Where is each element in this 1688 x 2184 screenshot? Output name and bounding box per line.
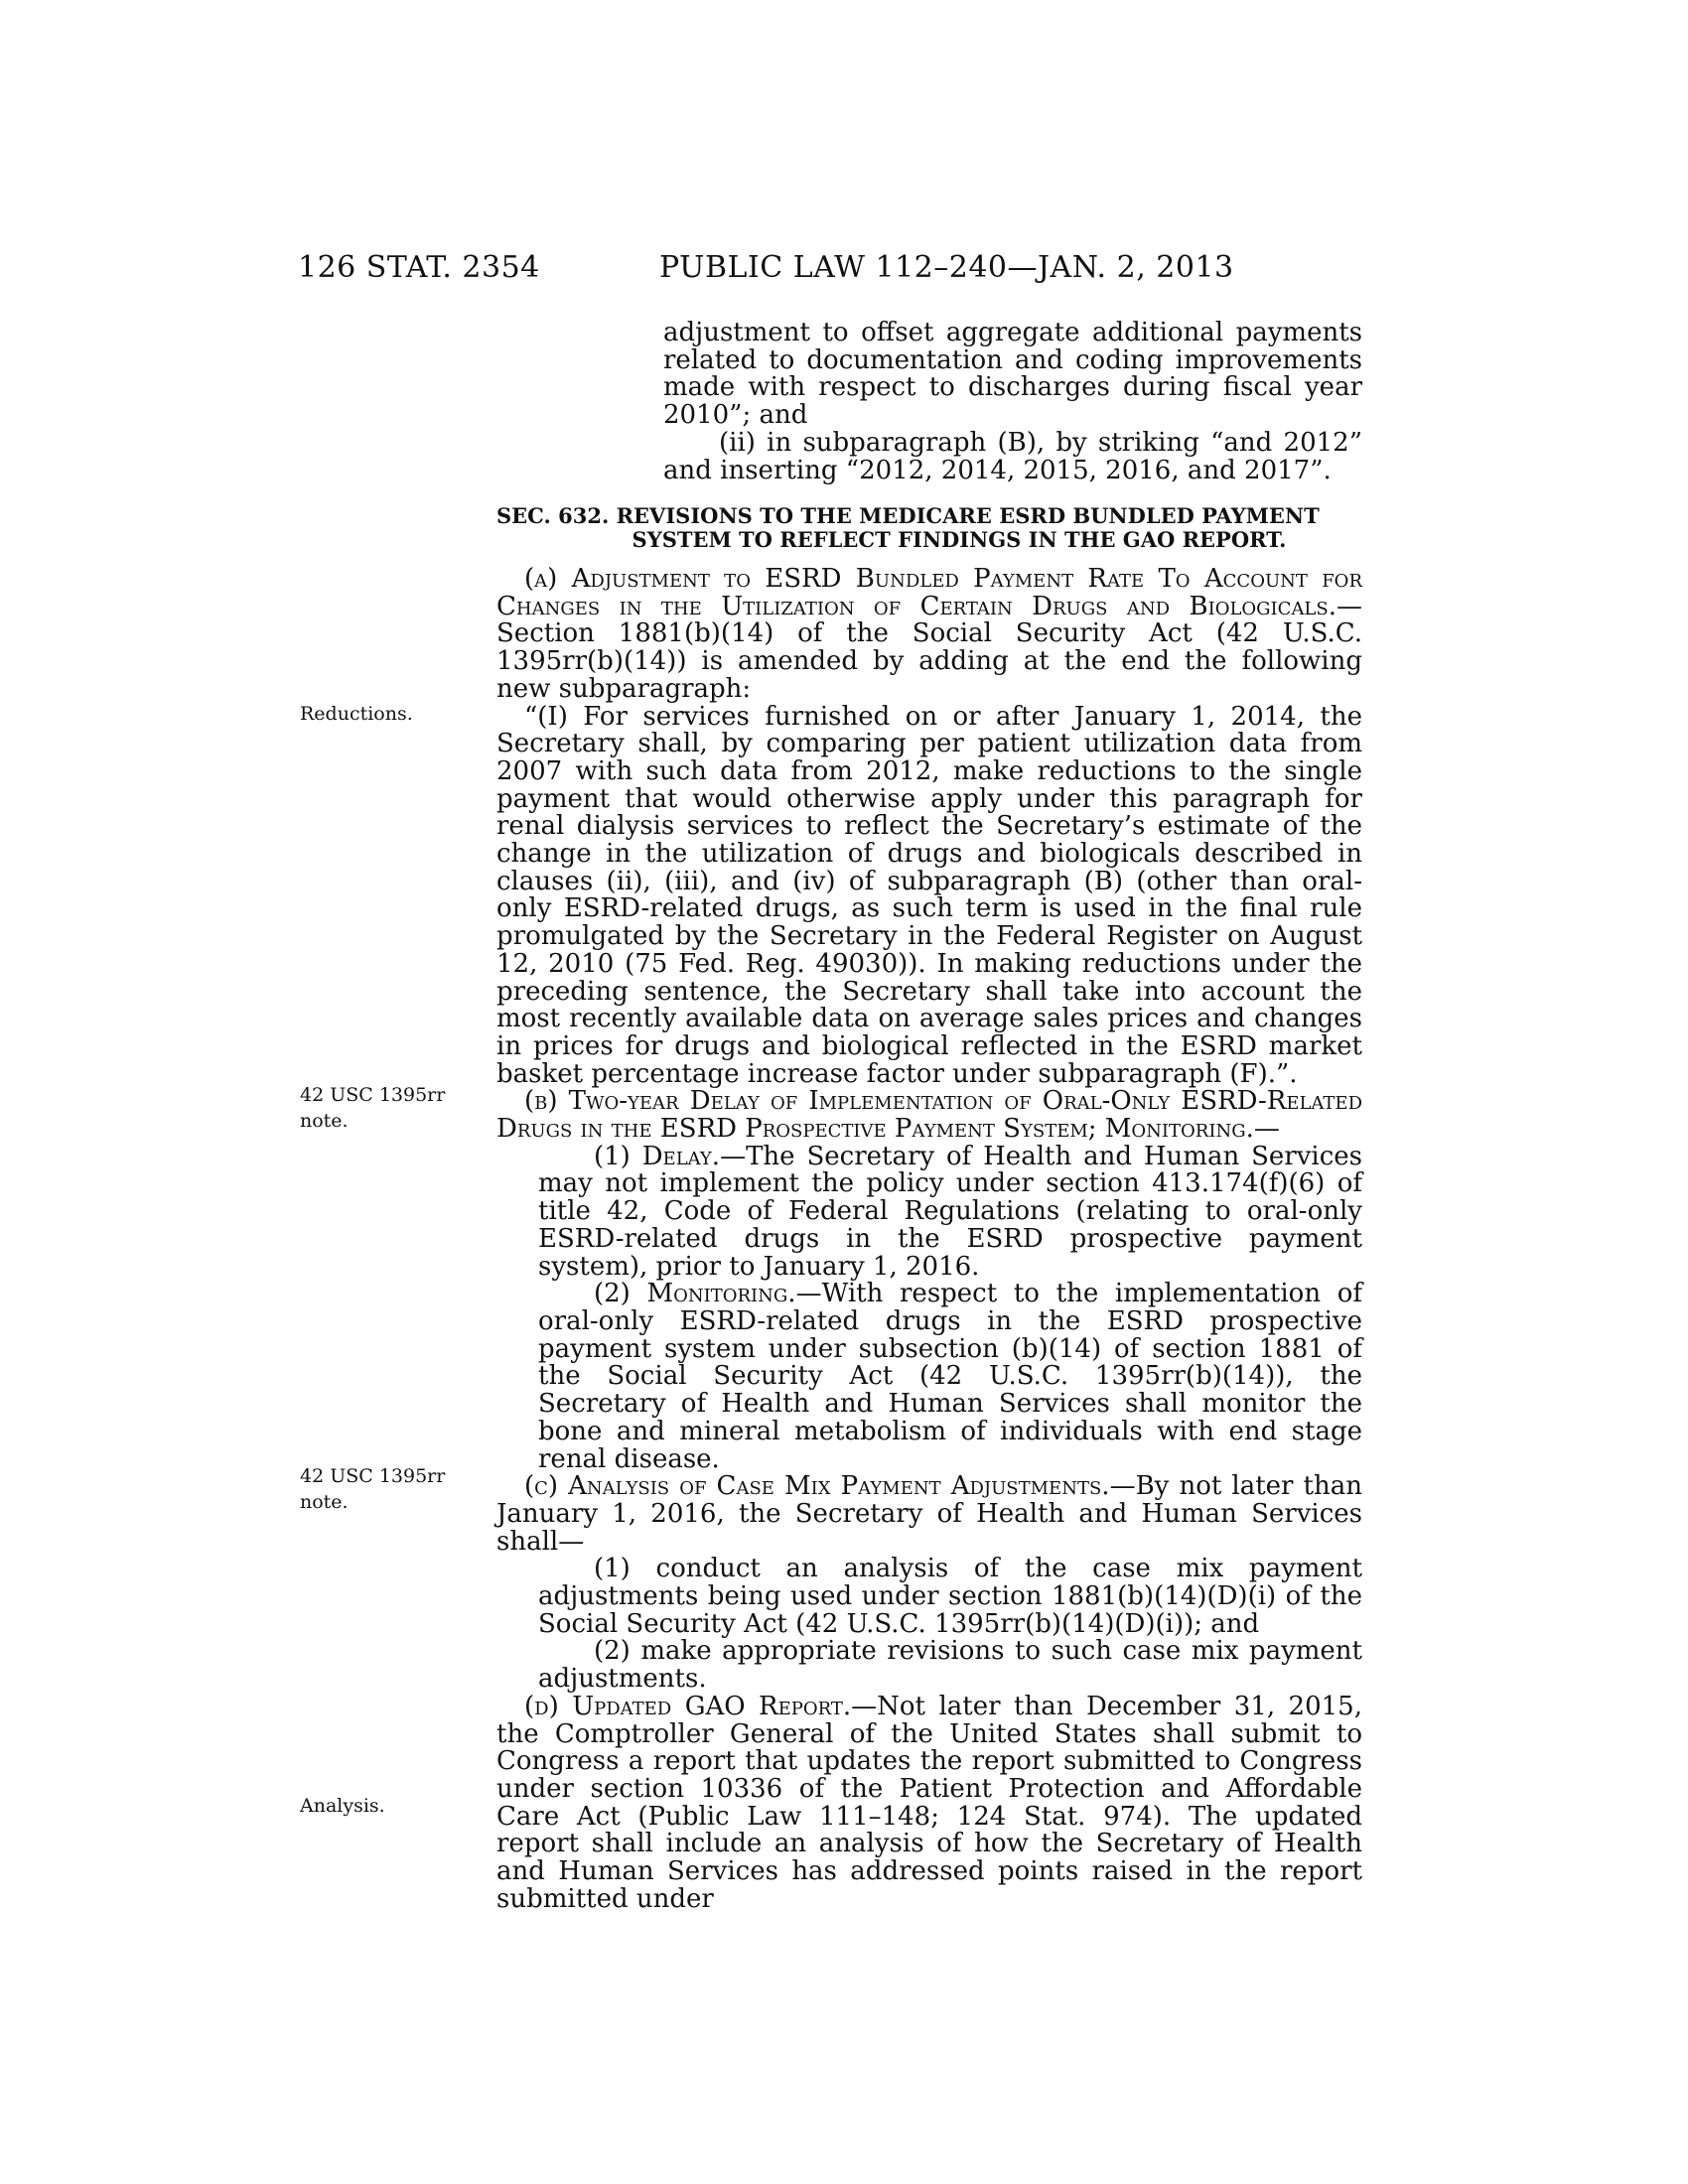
law-title: PUBLIC LAW 112–240—JAN. 2, 2013 — [659, 250, 1234, 285]
paragraph-b2 — [496, 1281, 1362, 1473]
subsection-a-heading: (a) Adjustment to ESRD Bundled Payment Rate To Account for Changes in the Utilization of Certain Drugs and Biologicals. — [496, 564, 1362, 621]
subsection-d — [496, 1691, 1362, 1914]
section-heading — [496, 504, 1362, 552]
margin-note-reductions: Reductions. — [300, 703, 413, 725]
paragraph-b1 — [496, 1141, 1362, 1282]
subparagraph-i-quote: “(I) For services furnished on or after January 1, 2014, the Secretary shall, by comparing per patient utilization data from 2007 with such data from 2012, make reductions to the single payment that would otherwise apply under this paragraph for renal dialysis services to reflect the Secretary’s estimate of the change in the utilization of drugs and biologicals described in clauses (ii), (iii), and (iv) of subparagraph (B) (other than oral-only ESRD-related drugs, as such term is used in the final rule promulgated by the Secretary in the Federal Register on August 12, 2010 (75 Fed. Reg. 49030)). In making reductions under the preceding sentence, the Secretary shall take into account the most recently available data on average sales prices and changes in prices for drugs and biological reflected in the ESRD market basket percentage increase factor under subparagraph (F).”. — [496, 701, 1362, 1089]
paragraph-c1: (1) conduct an analysis of the case mix payment adjustments being used under section 1881(b)(14)(D)(i) of the Social Security Act (42 U.S.C. 1395rr(b)(14)(D)(i)); and — [538, 1554, 1362, 1639]
section-heading-line-1: SEC. 632. REVISIONS TO THE MEDICARE ESRD BUNDLED PAYMENT — [496, 503, 1320, 528]
margin-note-usc-1: 42 USC 1395rr note. — [300, 1084, 446, 1132]
section-heading-line-2: SYSTEM TO REFLECT FINDINGS IN THE GAO REPORT. — [632, 527, 1287, 552]
margin-note-analysis: Analysis. — [300, 1795, 385, 1817]
margin-note-usc-2: 42 USC 1395rr note. — [300, 1465, 446, 1513]
paragraph-b1-label: (1) Delay. — [594, 1141, 721, 1171]
subsection-c-heading: (c) Analysis of Case Mix Payment Adjustments. — [524, 1471, 1110, 1502]
subsection-d-text: —Not later than December 31, 2015, the Comptroller General of the United States shall submit to Congress a report that updates the report submitted to Congress under section 10336 of the Patient Protection and Affordable Care Act (Public Law 111–148; 124 Stat. 974). The updated report shall include an analysis of how the Secretary of Health and Human Services has addressed points raised in the report submitted under — [496, 1691, 1362, 1914]
subsection-c-text: —By not later than January 1, 2016, the Secretary of Health and Human Services shall— — [496, 1471, 1362, 1557]
continuation-block — [663, 320, 1362, 484]
clause-ii: (ii) in subparagraph (B), by striking “and 2012” and inserting “2012, 2014, 2015, 2016, and 2017”. — [663, 427, 1362, 485]
subsection-a — [496, 566, 1362, 704]
page-reference: 126 STAT. 2354 — [298, 250, 540, 285]
subsection-c — [496, 1473, 1362, 1556]
paragraph-b1-text: —The Secretary of Health and Human Services may not implement the policy under section 413.174(f)(6) of title 42, Code of Federal Regulations (relating to oral-only ESRD-related drugs in the ESRD prospective payment system), prior to January 1, 2016. — [538, 1141, 1362, 1282]
subsection-d-heading: (d) Updated GAO Report. — [524, 1691, 852, 1721]
subsection-b — [496, 1088, 1362, 1143]
subsection-a-text: —Section 1881(b)(14) of the Social Security Act (42 U.S.C. 1395rr(b)(14)) is amended by adding at the end the following new subparagraph: — [496, 591, 1362, 704]
continuation-text: adjustment to offset aggregate additional payments related to documentation and coding improvements made with respect to discharges during fiscal year 2010”; and — [663, 318, 1362, 431]
paragraph-c2: (2) make appropriate revisions to such case mix payment adjustments. — [538, 1636, 1362, 1695]
subsection-b-dash: — — [1253, 1114, 1280, 1145]
paragraph-b2-label: (2) Monitoring. — [594, 1279, 796, 1309]
main-body — [496, 566, 1362, 1913]
paragraph-b2-text: —With respect to the implementation of oral-only ESRD-related drugs in the ESRD prospective payment system under subsection (b)(14) of section 1881 of the Social Security Act (42 U.S.C. 1395rr(b)(14)), the Secretary of Health and Human Services shall monitor the bone and mineral metabolism of individuals with end stage renal disease. — [538, 1279, 1363, 1474]
subsection-b-heading: (b) Two-year Delay of Implementation of Oral-Only ESRD-Related Drugs in the ESRD Prospective Payment System; Monitoring. — [496, 1086, 1362, 1145]
